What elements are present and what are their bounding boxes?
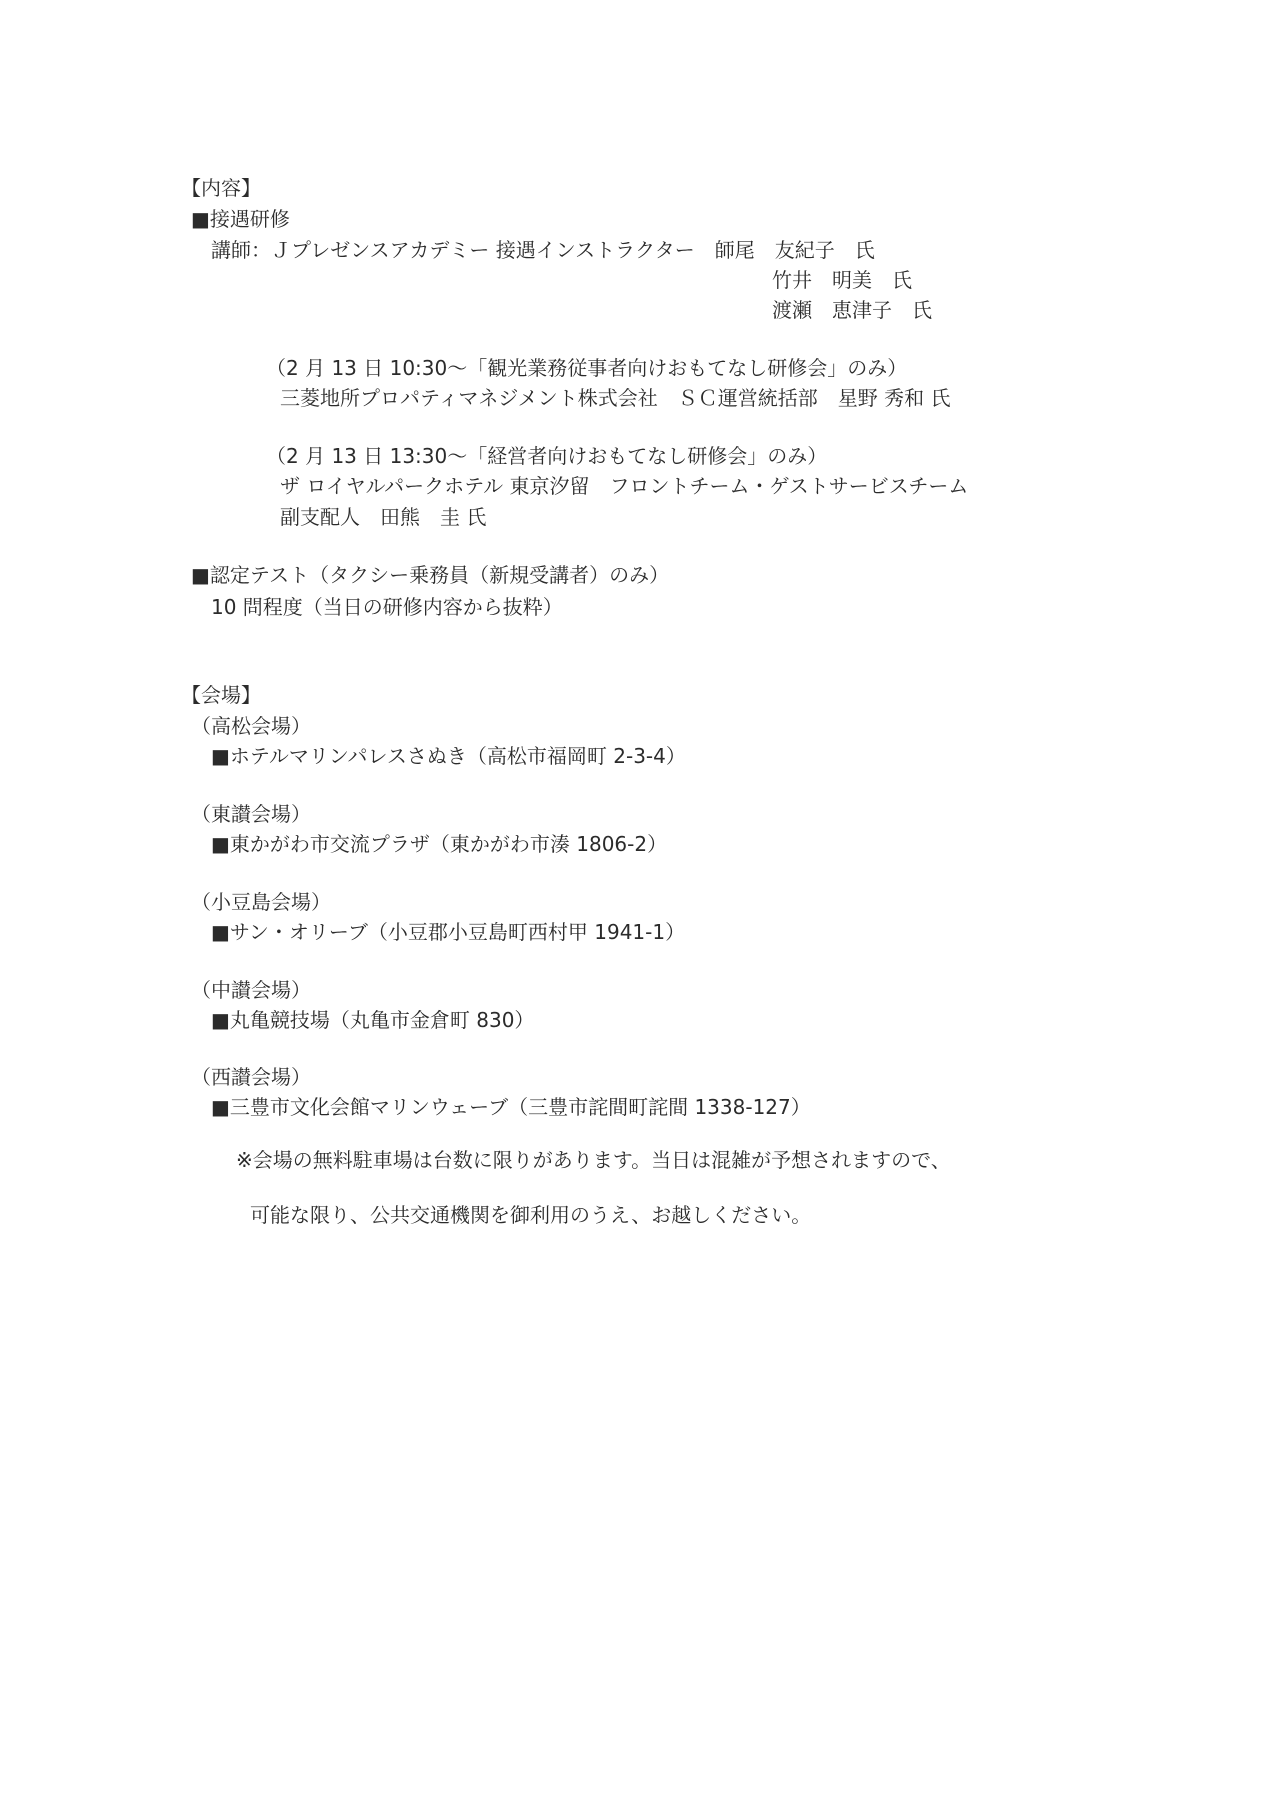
venue-area: （小豆島会場） [191,890,331,914]
lecturer-name-3: 渡瀬 恵津子 氏 [772,298,932,322]
venue-area: （東讃会場） [191,802,311,826]
session1-speaker: 三菱地所プロパティマネジメント株式会社 ＳＣ運営統括部 星野 秀和 氏 [280,386,951,410]
venue-area: （西讃会場） [191,1065,311,1089]
venue-place: ■東かがわ市交流プラザ（東かがわ市湊 1806-2） [211,832,668,856]
parking-note-line1: ※会場の無料駐車場は台数に限りがあります。当日は混雑が予想されますので、 [236,1148,951,1172]
venue-place: ■三豊市文化会館マリンウェーブ（三豊市詫間町詫間 1338-127） [211,1095,811,1119]
content-heading: 【内容】 [181,176,261,200]
venue-area: （中讃会場） [191,978,311,1002]
test-detail: 10 問程度（当日の研修内容から抜粋） [211,595,563,619]
training-title: ■接遇研修 [191,207,290,231]
venue-place: ■ホテルマリンパレスさぬき（高松市福岡町 2-3-4） [211,744,686,768]
session2-speaker-line2: 副支配人 田熊 圭 氏 [280,505,487,529]
lecturer-name-2: 竹井 明美 氏 [772,268,912,292]
venue-place: ■丸亀競技場（丸亀市金倉町 830） [211,1008,535,1032]
parking-note-line2: 可能な限り、公共交通機関を御利用のうえ、お越しください。 [250,1203,812,1227]
test-title: ■認定テスト（タクシー乗務員（新規受講者）のみ） [191,563,670,587]
venues-heading: 【会場】 [181,683,261,707]
venue-place: ■サン・オリーブ（小豆郡小豆島町西村甲 1941-1） [211,920,686,944]
session2-note: （2 月 13 日 13:30～「経営者向けおもてなし研修会」のみ） [266,444,828,468]
venue-area: （高松会場） [191,714,311,738]
session2-speaker-line1: ザ ロイヤルパークホテル 東京汐留 フロントチーム・ゲストサービスチーム [280,474,969,498]
lecturer-line: 講師：Ｊプレゼンスアカデミー 接遇インストラクター 師尾 友紀子 氏 [211,238,875,262]
session1-note: （2 月 13 日 10:30～「観光業務従事者向けおもてなし研修会」のみ） [266,356,908,380]
